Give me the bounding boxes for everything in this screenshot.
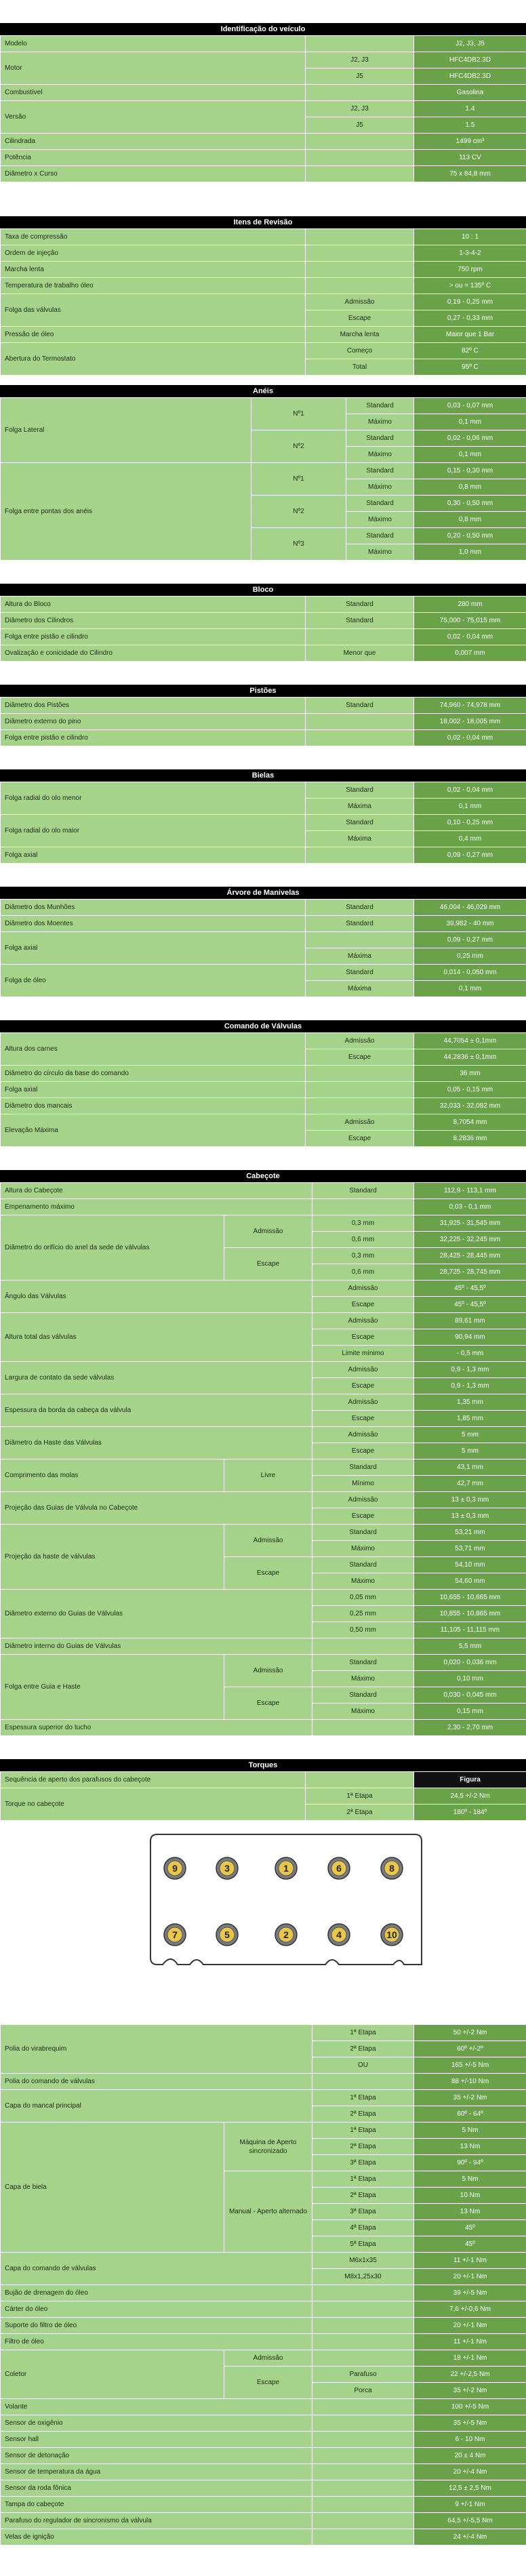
- bolt-number: 10: [386, 1929, 397, 1940]
- table-row: Nº2 Standard 0,30 - 0,50 mm: [1, 496, 526, 512]
- cylinder-head-bolt-diagram: [0, 1821, 526, 2004]
- table-row: Folga axial 0,09 - 0,27 mm: [1, 932, 526, 948]
- table-row: Diâmetro dos Cilindros Standard 75,000 - 75,015 mm: [1, 613, 526, 629]
- table-row: Folga entre pontas dos anéis Nº1 Standard 0,15 - 0,30 mm: [1, 463, 526, 479]
- table-row: Folga entre Guia e Haste Admissão Standard 0,020 - 0,036 mm: [1, 1655, 526, 1671]
- bolt-4: [328, 1924, 350, 1946]
- table-row: Máximo 54,60 mm: [1, 1573, 526, 1590]
- table-row: Escape 45º - 45,5º: [1, 1297, 526, 1313]
- table-row: 4ª Etapa 45º: [1, 2220, 526, 2236]
- table-row: 2ª Etapa 13 Nm: [1, 2139, 526, 2155]
- table-row: Ovalização e conicidade do Cilindro Menor que 0,007 mm: [1, 645, 526, 662]
- bolt-6: [328, 1857, 350, 1879]
- table-row: Abertura do Termostato Começo 82º C: [1, 343, 526, 359]
- table-row: Folga radial do olo menor Standard 0,02 - 0,04 mm: [1, 782, 526, 799]
- table-row: Bujão de drenagem do óleo 39 +/-5 Nm: [1, 2285, 526, 2301]
- table-row: Velas de ignição 24 +/-4 Nm: [1, 2529, 526, 2545]
- table-row: Folga entre pistão e cilindro 0,02 - 0,04 mm: [1, 629, 526, 645]
- table-row: OU 165 +/-5 Nm: [1, 2057, 526, 2074]
- table-row: 3ª Etapa 13 Nm: [1, 2204, 526, 2220]
- table-row: Altura dos carnes Admissão 44,7054 ± 0,1mm: [1, 1033, 526, 1049]
- section-title-identificacao: Identificação do veículo: [0, 23, 526, 35]
- table-row: Altura do Cabeçote Standard 112,9 - 113,1 mm: [1, 1183, 526, 1199]
- bolt-number: 9: [172, 1863, 178, 1874]
- table-row: Diâmetro dos Pistões Standard 74,960 - 74,978 mm: [1, 698, 526, 714]
- table-row: Máxima 0,1 mm: [1, 981, 526, 997]
- table-row: Nº2 Standard 0,02 - 0,06 mm: [1, 430, 526, 447]
- table-row: Espessura superior do tucho 2,30 - 2,70 mm: [1, 1720, 526, 1736]
- table-arvore: [0, 899, 526, 997]
- bolt-7: [164, 1924, 186, 1946]
- section-title-bielas: Bielas: [0, 769, 526, 782]
- bolt-8: [381, 1857, 403, 1879]
- table-revisao: [0, 228, 526, 376]
- table-row: Diâmetro x Curso 75 x 84,8 mm: [1, 166, 526, 182]
- bolt-number: 1: [283, 1863, 289, 1874]
- table-row: Diâmetro dos mancais 32,033 - 32,082 mm: [1, 1098, 526, 1114]
- bolt-number: 6: [336, 1863, 342, 1874]
- section-title-revisao: Itens de Revisão: [0, 216, 526, 228]
- table-row: Empenamento máximo 0,03 - 0,1 mm: [1, 1199, 526, 1215]
- table-row: 0,6 mm 28,725 - 28,745 mm: [1, 1264, 526, 1281]
- table-row: Modelo J2, J3, J5: [1, 36, 526, 52]
- section-title-aneis: Anéis: [0, 385, 526, 397]
- table-row: Escape 44,2836 ± 0,1mm: [1, 1049, 526, 1066]
- table-row: Folga radial do olo maior Standard 0,10 - 0,25 mm: [1, 815, 526, 831]
- table-row: Ordem de injeção 1-3-4-2: [1, 245, 526, 262]
- section-title-arvore: Árvore de Manivelas: [0, 887, 526, 899]
- table-row: Folga axial 0,09 - 0,27 mm: [1, 847, 526, 864]
- table-row: Pressão de óleo Marcha lenta Maior que 1 Bar: [1, 327, 526, 343]
- section-title-comando: Comando de Válvulas: [0, 1020, 526, 1032]
- bolt-number: 8: [389, 1863, 394, 1874]
- table-row: Limite mínimo - 0,5 mm: [1, 1346, 526, 1362]
- table-row: Temperatura de trabalho óleo > ou = 135º C: [1, 278, 526, 294]
- table-bielas: [0, 782, 526, 864]
- table-row: 0,50 mm 11,105 - 11,115 mm: [1, 1622, 526, 1638]
- table-row: Máxima 0,1 mm: [1, 799, 526, 815]
- table-row: Sequência de aperto dos parafusos do cabeçote Figura: [1, 1772, 526, 1788]
- table-row: Suporte do filtro de óleo 20 +/-1 Nm: [1, 2318, 526, 2334]
- table-row: M8x1,25x30 20 +/-1 Nm: [1, 2269, 526, 2285]
- table-row: Folga entre pistão e cilindro 0,02 - 0,04 mm: [1, 730, 526, 746]
- table-row: Espessura da borda da cabeça da válvula Admissão 1,35 mm: [1, 1394, 526, 1411]
- table-row: Taxa de compressão 10 : 1: [1, 229, 526, 245]
- table-row: Largura de contato da sede válvulas Admissão 0,9 - 1,3 mm: [1, 1362, 526, 1378]
- bolt-number: 5: [224, 1929, 230, 1940]
- table-row: Diâmetro do círculo da base do comando 36 mm: [1, 1066, 526, 1082]
- table-row: Máxima 0,4 mm: [1, 831, 526, 847]
- table-row: Diâmetro interno do Guias de Válvulas 5,5 mm: [1, 1638, 526, 1655]
- bolt-2: [275, 1924, 297, 1946]
- bolt-number: 4: [336, 1929, 342, 1940]
- table-row: Máximo 0,10 mm: [1, 1671, 526, 1687]
- bolt-5: [216, 1924, 238, 1946]
- table-row: Escape Standard 0,030 - 0,045 mm: [1, 1687, 526, 1704]
- table-row: Polia do virabrequim 1ª Etapa 50 +/-2 Nm: [1, 2025, 526, 2041]
- table-row: Escape 0,3 mm 28,425 - 28,445 mm: [1, 1248, 526, 1264]
- table-row: Máximo 0,8 mm: [1, 479, 526, 496]
- table-row: Escape Parafuso 22 +/-2,5 Nm: [1, 2367, 526, 2383]
- table-row: Mínimo 42,7 mm: [1, 1476, 526, 1492]
- table-row: Máximo 0,1 mm: [1, 414, 526, 430]
- table-row: Parafuso do regulador de sincronismo da válvula 64,5 +/-5,5 Nm: [1, 2513, 526, 2529]
- table-row: Diâmetro da Haste das Válvulas Admissão 5 mm: [1, 1427, 526, 1443]
- table-aneis: [0, 397, 526, 561]
- table-row: 3ª Etapa 90º - 94º: [1, 2155, 526, 2171]
- table-row: Capa do comando de válvulas M6x1x35 11 +/-1 Nm: [1, 2253, 526, 2269]
- table-row: Sensor de detonação 20 ± 4 Nm: [1, 2448, 526, 2464]
- bolt-10: [381, 1924, 403, 1946]
- table-row: 5ª Etapa 45º: [1, 2236, 526, 2253]
- bolt-number: 2: [283, 1929, 289, 1940]
- bolt-1: [275, 1857, 297, 1879]
- table-row: Folga Lateral Nº1 Standard 0,03 - 0,07 mm: [1, 398, 526, 414]
- table-identificacao: [0, 35, 526, 182]
- table-row: Escape 0,9 - 1,3 mm: [1, 1378, 526, 1394]
- table-row: Volante 100 +/-5 Nm: [1, 2399, 526, 2415]
- table-row: Potência 113 CV: [1, 150, 526, 166]
- table-row: Projeção da haste de válvulas Admissão Standard 53,21 mm: [1, 1525, 526, 1541]
- table-row: Capa do mancal principal 1ª Etapa 35 +/-2 Nm: [1, 2090, 526, 2106]
- section-title-torques: Torques: [0, 1759, 526, 1771]
- bolt-3: [216, 1857, 238, 1879]
- table-comando: [0, 1032, 526, 1147]
- table-row: Folga de óleo Standard 0,014 - 0,050 mm: [1, 965, 526, 981]
- table-row: Polia do comando de válvulas 88 +/-10 Nm: [1, 2074, 526, 2090]
- table-row: 2ª Etapa 60º +/-2º: [1, 2041, 526, 2057]
- table-row: Máximo 53,71 mm: [1, 1541, 526, 1557]
- table-bloco: [0, 596, 526, 662]
- table-row: Elevação Máxima Admissão 8,7054 mm: [1, 1114, 526, 1131]
- table-row: Total 95º C: [1, 359, 526, 376]
- table-row: Máximo 1,0 mm: [1, 544, 526, 561]
- table-torques-cabecote: [0, 1771, 526, 1821]
- section-title-pistoes: Pistões: [0, 685, 526, 697]
- table-row: Diâmetro externo do pino 18,002 - 18,005 mm: [1, 714, 526, 730]
- table-row: Escape 90,94 mm: [1, 1329, 526, 1346]
- table-row: Sensor de temperatura da água 20 +/-4 Nm: [1, 2464, 526, 2480]
- table-row: 0,25 mm 10,855 - 10,865 mm: [1, 1606, 526, 1622]
- table-row: J5 1.5: [1, 117, 526, 134]
- table-row: Sensor de oxigênio 35 +/-5 Nm: [1, 2415, 526, 2432]
- table-row: Filtro de óleo 11 +/-1 Nm: [1, 2334, 526, 2350]
- table-row: Folga das válvulas Admissão 0,19 - 0,25 mm: [1, 294, 526, 310]
- table-row: Máximo 0,15 mm: [1, 1704, 526, 1720]
- table-row: Altura do Bloco Standard 280 mm: [1, 597, 526, 613]
- table-row: Combustível Gasolina: [1, 85, 526, 101]
- table-row: Diâmetro do orifício do anel da sede de válvulas Admissão 0,3 mm 31,925 - 31,545 mm: [1, 1215, 526, 1232]
- table-row: Cilindrada 1499 cm³: [1, 134, 526, 150]
- table-row: Porca 35 +/-2 Nm: [1, 2383, 526, 2399]
- table-row: 0,6 mm 32,225 - 32,245 mm: [1, 1232, 526, 1248]
- table-row: Motor J2, J3 HFC4DB2.3D: [1, 52, 526, 68]
- table-row: Coletor Admissão 18 +/-1 Nm: [1, 2350, 526, 2367]
- table-row: Escape Standard 54,10 mm: [1, 1557, 526, 1573]
- table-row: 2ª Etapa 60º - 64º: [1, 2106, 526, 2122]
- table-row: Manual - Aperto alternado 1ª Etapa 5 Nm: [1, 2171, 526, 2188]
- table-row: J5 HFC4DB2.3D: [1, 68, 526, 85]
- table-row: Escape 5 mm: [1, 1443, 526, 1460]
- table-row: Máximo 0,1 mm: [1, 447, 526, 463]
- table-row: Sensor hall 6 - 10 Nm: [1, 2432, 526, 2448]
- table-row: Escape 13 ± 0,3 mm: [1, 1508, 526, 1525]
- bolt-9: [164, 1857, 186, 1879]
- table-row: 2ª Etapa 10 Nm: [1, 2188, 526, 2204]
- table-row: Diâmetro dos Moentes Standard 39,982 - 40 mm: [1, 916, 526, 932]
- table-row: Diâmetro externo do Guias de Válvulas 0,05 mm 10,655 - 10,665 mm: [1, 1590, 526, 1606]
- table-row: Altura total das válvulas Admissão 89,61 mm: [1, 1313, 526, 1329]
- table-row: Comprimento das molas Livre Standard 43,1 mm: [1, 1460, 526, 1476]
- table-cabecote: [0, 1182, 526, 1736]
- section-title-cabecote: Cabeçote: [0, 1170, 526, 1182]
- table-row: Tampa do cabeçote 9 +/-1 Nm: [1, 2497, 526, 2513]
- table-row: Escape 0,27 - 0,33 mm: [1, 310, 526, 327]
- table-row: Nº3 Standard 0,20 - 0,50 mm: [1, 528, 526, 544]
- bolt-sequence-figure: [0, 1821, 526, 2004]
- table-row: Projeção das Guias de Válvula no Cabeçote Admissão 13 ± 0,3 mm: [1, 1492, 526, 1508]
- table-row: Marcha lenta 750 rpm: [1, 262, 526, 278]
- section-title-bloco: Bloco: [0, 584, 526, 596]
- table-row: Escape 1,85 mm: [1, 1411, 526, 1427]
- table-row: Cárter do óleo 7,6 +/-0,6 Nm: [1, 2301, 526, 2318]
- table-row: Máxima 0,25 mm: [1, 948, 526, 965]
- table-row: Diâmetro dos Munhões Standard 46,004 - 46,029 mm: [1, 900, 526, 916]
- table-row: Sensor da roda fônica 12,5 ± 2,5 Nm: [1, 2480, 526, 2497]
- table-row: Máximo 0,8 mm: [1, 512, 526, 528]
- bolt-number: 7: [172, 1929, 178, 1940]
- table-row: 2ª Etapa 180º - 184º: [1, 1805, 526, 1821]
- table-row: Escape 8,2836 mm: [1, 1131, 526, 1147]
- bolt-number: 3: [224, 1863, 230, 1874]
- table-row: Capa de biela Máquina de Aperto sincronizado 1ª Etapa 5 Nm: [1, 2122, 526, 2139]
- table-row: Ângulo das Válvulas Admissão 45º - 45,5º: [1, 1281, 526, 1297]
- table-row: Torque no cabeçote 1ª Etapa 24,5 +/-2 Nm: [1, 1788, 526, 1805]
- table-pistoes: [0, 697, 526, 746]
- table-row: Folga axial 0,05 - 0,15 mm: [1, 1082, 526, 1098]
- table-torques-gerais: [0, 2024, 526, 2545]
- table-row: Versão J2, J3 1.4: [1, 101, 526, 117]
